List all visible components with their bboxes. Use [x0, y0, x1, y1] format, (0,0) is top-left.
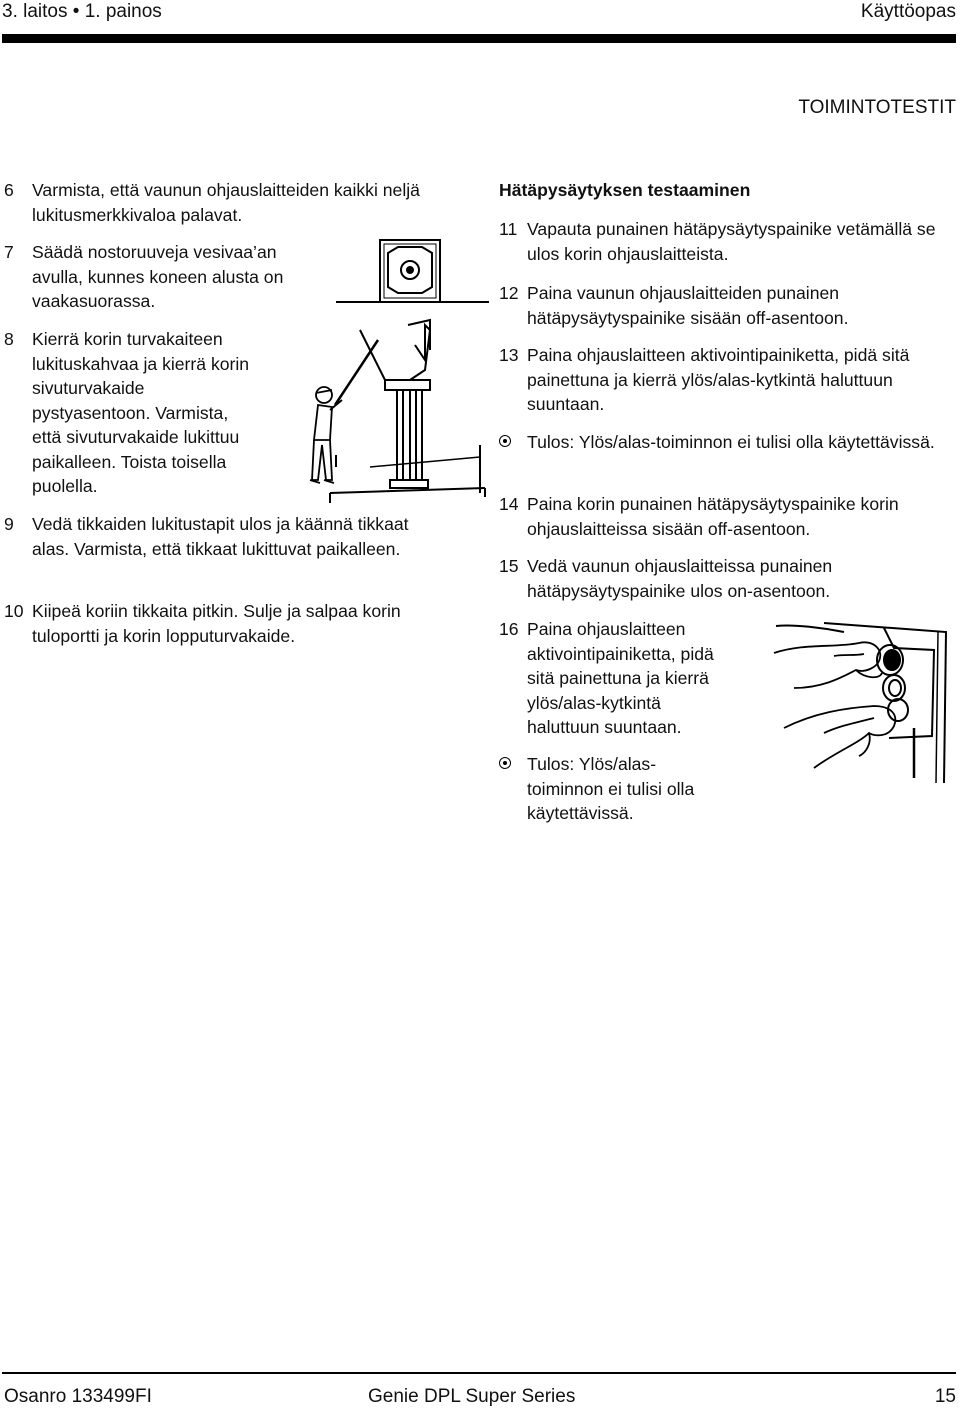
section-heading: Hätäpysäytyksen testaaminen	[499, 180, 751, 200]
step-number: 12	[499, 283, 519, 303]
step-number: 6	[4, 180, 14, 200]
result-icon	[499, 435, 511, 447]
cable-icon	[776, 625, 844, 632]
step-text-line: haluttuun suuntaan.	[527, 717, 682, 737]
step-text-line: Paina ohjauslaitteen	[527, 619, 686, 639]
footer-part-number: Osanro 133499FI	[4, 1386, 152, 1407]
step-7	[4, 240, 344, 314]
control-box-hands-illustration	[764, 618, 954, 790]
step-text: Kiipeä koriin tikkaita pitkin. Sulje ja salpaa korin tuloportti ja korin lopputurvakaide.	[32, 601, 401, 646]
step-number: 14	[499, 494, 519, 514]
step-text-line: puolella.	[32, 476, 98, 496]
section-title: TOIMINTOTESTIT	[798, 97, 956, 118]
step-text: Vedä vaunun ohjauslaitteissa punainen hätäpysäytyspainike ulos on-asentoon.	[527, 556, 833, 601]
step-15	[499, 554, 939, 603]
step-text-line: ylös/alas-kytkintä	[527, 692, 661, 713]
step-text-line: lukituskahvaa ja kierrä korin	[32, 353, 250, 374]
result-text-line: Tulos: Ylös/alas-	[527, 754, 657, 774]
footer-rule	[2, 1372, 956, 1374]
step-text-line: Säädä nostoruuveja vesivaa’an	[32, 242, 277, 262]
step-number: 15	[499, 556, 519, 576]
step-9	[4, 512, 444, 561]
step-number: 8	[4, 329, 14, 349]
step-text: Varmista, että vaunun ohjauslaitteiden kaikki neljä lukitusmerkkivaloa palavat.	[32, 180, 420, 225]
step-text-line: pystyasentoon. Varmista,	[32, 402, 229, 423]
step-number: 7	[4, 242, 14, 262]
result-text-line: toiminnon ei tulisi olla	[527, 778, 695, 799]
step-text-line: aktivointipainiketta, pidä	[527, 643, 714, 664]
step-11	[499, 217, 939, 266]
step-10	[4, 599, 464, 648]
step-text: Vedä tikkaiden lukitustapit ulos ja käännä tikkaat alas. Varmista, että tikkaat lukittuvat paikalleen.	[32, 514, 409, 559]
step-number: 10	[4, 601, 24, 621]
footer-page-number: 15	[934, 1386, 956, 1407]
step-text: Paina ohjauslaitteen aktivointipainiketta, pidä sitä painettuna ja kierrä ylös/alas-kytkintä haluttuun suuntaan.	[527, 345, 910, 414]
step-text: Paina korin punainen hätäpysäytyspainike korin ohjauslaitteissa sisään off-asentoon.	[527, 494, 899, 539]
step-6	[4, 178, 444, 227]
step-text-line: Kierrä korin turvakaiteen	[32, 329, 223, 349]
step-13	[499, 343, 939, 417]
control-knob-icon	[877, 645, 908, 721]
header-edition: 3. laitos • 1. painos	[2, 1, 162, 22]
step-text-line: paikalleen. Toista toisella	[32, 451, 227, 472]
step-12	[499, 281, 939, 330]
result-2	[499, 752, 779, 826]
step-16	[499, 617, 779, 740]
result-1	[499, 430, 939, 455]
step-text-line: avulla, kunnes koneen alusta on	[32, 266, 284, 287]
step-number: 9	[4, 514, 14, 534]
step-text-line: että sivuturvakaide lukittuu	[32, 427, 240, 447]
step-text: Vapauta punainen hätäpysäytyspainike vetämällä se ulos korin ohjauslaitteista.	[527, 219, 936, 264]
header-rule	[2, 34, 956, 43]
result-text: Tulos: Ylös/alas-toiminnon ei tulisi olla käytettävissä.	[527, 432, 935, 452]
footer-product-name: Genie DPL Super Series	[368, 1386, 576, 1407]
header-manual-title: Käyttöopas	[860, 1, 956, 22]
step-text-line: sitä painettuna ja kierrä	[527, 668, 709, 688]
step-number: 16	[499, 619, 519, 639]
step-text-line: vaakasuorassa.	[32, 291, 156, 311]
result-icon	[499, 757, 511, 769]
step-number: 11	[499, 219, 518, 239]
result-text-line: käytettävissä.	[527, 803, 634, 823]
step-number: 13	[499, 345, 519, 365]
step-text-line: sivuturvakaide	[32, 378, 145, 398]
step-8	[4, 327, 294, 499]
inset-detail-icon	[336, 240, 489, 302]
lift-machine-icon	[330, 320, 485, 503]
step-text: Paina vaunun ohjauslaitteiden punainen hätäpysäytyspainike sisään off-asentoon.	[527, 283, 849, 328]
step-14	[499, 492, 959, 541]
lift-machine-illustration	[300, 235, 490, 510]
